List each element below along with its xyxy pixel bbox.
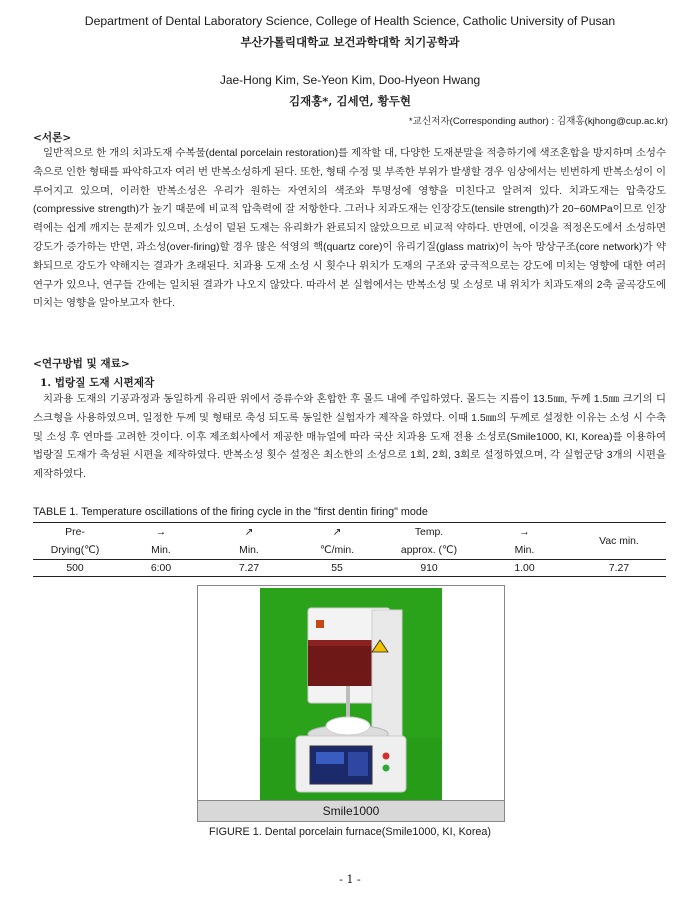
table-cell: 1.00	[477, 560, 572, 577]
header-vac-min: Vac min.	[572, 523, 666, 560]
intro-paragraph	[33, 145, 666, 314]
department-ko: 부산가톨릭대학교 보건과학대학 치기공학과	[240, 35, 460, 49]
corresponding-author: *교신저자(Corresponding author) : 김재홍(kjhong@cup.ac.kr)	[408, 116, 668, 127]
header-pre: Pre-	[33, 523, 117, 542]
department-en: Department of Dental Laboratory Science, College of Health Science, Catholic University of Pusan	[84, 14, 616, 28]
table-caption: TABLE 1. Temperature oscillations of the firing cycle in the "first dentin firing" mode	[33, 506, 428, 518]
header-drying: Drying(℃)	[33, 541, 117, 560]
header-rate: ℃/min.	[293, 541, 381, 560]
header-min-2: Min.	[205, 541, 293, 560]
methods-text: 치과용 도재의 기공과정과 동일하게 유리판 위에서 증류수와 혼합한 후 몰드 내에 주입하였다. 몰드는 지름이 13.5㎜, 두께 1.5㎜ 크기의 디스크형을 사용하였으며, 일정한 두께 및 형태로 축성 되도록 동일한 실험자가 제작을 하였다. 이때 1.5㎜의 두께로 설정한 이유는 소성 시 수축 및 소성 후 연마를 고려한 것이다. 이후 제조회사에서 제공한 매뉴얼에 따라 국산 치과용 도재 전용 소성로(Smile1000, KI, Korea)를 이용하여 법랑질 도재가 축성된 시편을 제작하였다. 반복소성 횟수 설정은 최소한의 소성으로 1회, 2회, 3회로 설정하였으며, 각 실험군당 3개의 시편을 제작하였다.	[33, 394, 666, 481]
methods-heading: <연구방법 및 재료>	[33, 358, 130, 370]
authors-en: Jae-Hong Kim, Se-Yeon Kim, Doo-Hyeon Hwang	[219, 73, 481, 87]
header-temp: Temp.	[381, 523, 477, 542]
table-cell: 910	[381, 560, 477, 577]
authors-ko: 김재홍*, 김세연, 황두현	[288, 94, 411, 108]
header-arrow-up-2: ↗	[293, 523, 381, 542]
furnace-illustration	[260, 588, 442, 800]
table-cell: 7.27	[572, 560, 666, 577]
header-arrow-right-2: →	[477, 523, 572, 542]
header-arrow-right: →	[117, 523, 205, 542]
furnace-photo	[260, 588, 442, 800]
figure-label: Smile1000	[198, 800, 504, 821]
figure-frame	[197, 585, 505, 822]
header-approx: approx. (℃)	[381, 541, 477, 560]
header-min-3: Min.	[477, 541, 572, 560]
firing-cycle-table	[33, 522, 666, 577]
table-cell: 55	[293, 560, 381, 577]
table-cell: 6:00	[117, 560, 205, 577]
intro-text: 일반적으로 한 개의 치과도재 수복물(dental porcelain restoration)를 제작할 대, 다양한 도재분말을 적층하기에 색조혼합을 방지하며 소성수축으로 인한 형태를 파악하고자 여러 번 반복소성하게 된다. 또한, 형태 수정 및 부족한 부위가 발생할 경우 임상에서는 빈번하게 반복소성이 이루어지고 있으며, 이러한 반복소성은 우리가 원하는 자연치의 색조와 투명성에 영향을 미친다고 알려져 있다. 치과도재는 압축강도(compressive strength)가 높기 때문에 비교적 압축력에 잘 저항한다. 그러나 치과도재는 인장강도(tensile strength)가 20~60MPa이므로 인장력에는 쉽게 깨지는 문제가 있으며, 소성이 덜된 도재는 유리화가 완료되지 않았으므로 비교적 약하다. 반면에, 이것을 적정온도에서 소성하면 강도가 증가하는 반면, 과소성(over-firing)할 경우 많은 석영의 핵(quartz core)이 유리기질(glass matrix)이 녹아 망상구조(core network)가 약화되므로 강도가 약해지는 결과가 초래된다. 치과용 도재 소성 시 횟수나 위치가 도재의 구조와 궁극적으로는 강도에 미치는 영향에 대한 여러 연구가 있으나, 연구들 간에는 일치된 결과가 나오지 않았다. 따라서 본 실험에서는 반복소성 및 소성로 내 위치가 치과도재의 2축 굴곡강도에 미치는 영향을 알아보고자 한다.	[33, 148, 666, 310]
table-cell: 500	[33, 560, 117, 577]
header-arrow-up-1: ↗	[205, 523, 293, 542]
header-min-1: Min.	[117, 541, 205, 560]
table-cell: 7.27	[205, 560, 293, 577]
methods-paragraph	[33, 391, 666, 485]
figure-caption: FIGURE 1. Dental porcelain furnace(Smile1000, KI, Korea)	[208, 826, 492, 838]
methods-subheading: 1. 법랑질 도재 시편제작	[40, 377, 155, 389]
intro-heading: <서론>	[33, 132, 72, 144]
page-number: - 1 -	[339, 873, 361, 886]
